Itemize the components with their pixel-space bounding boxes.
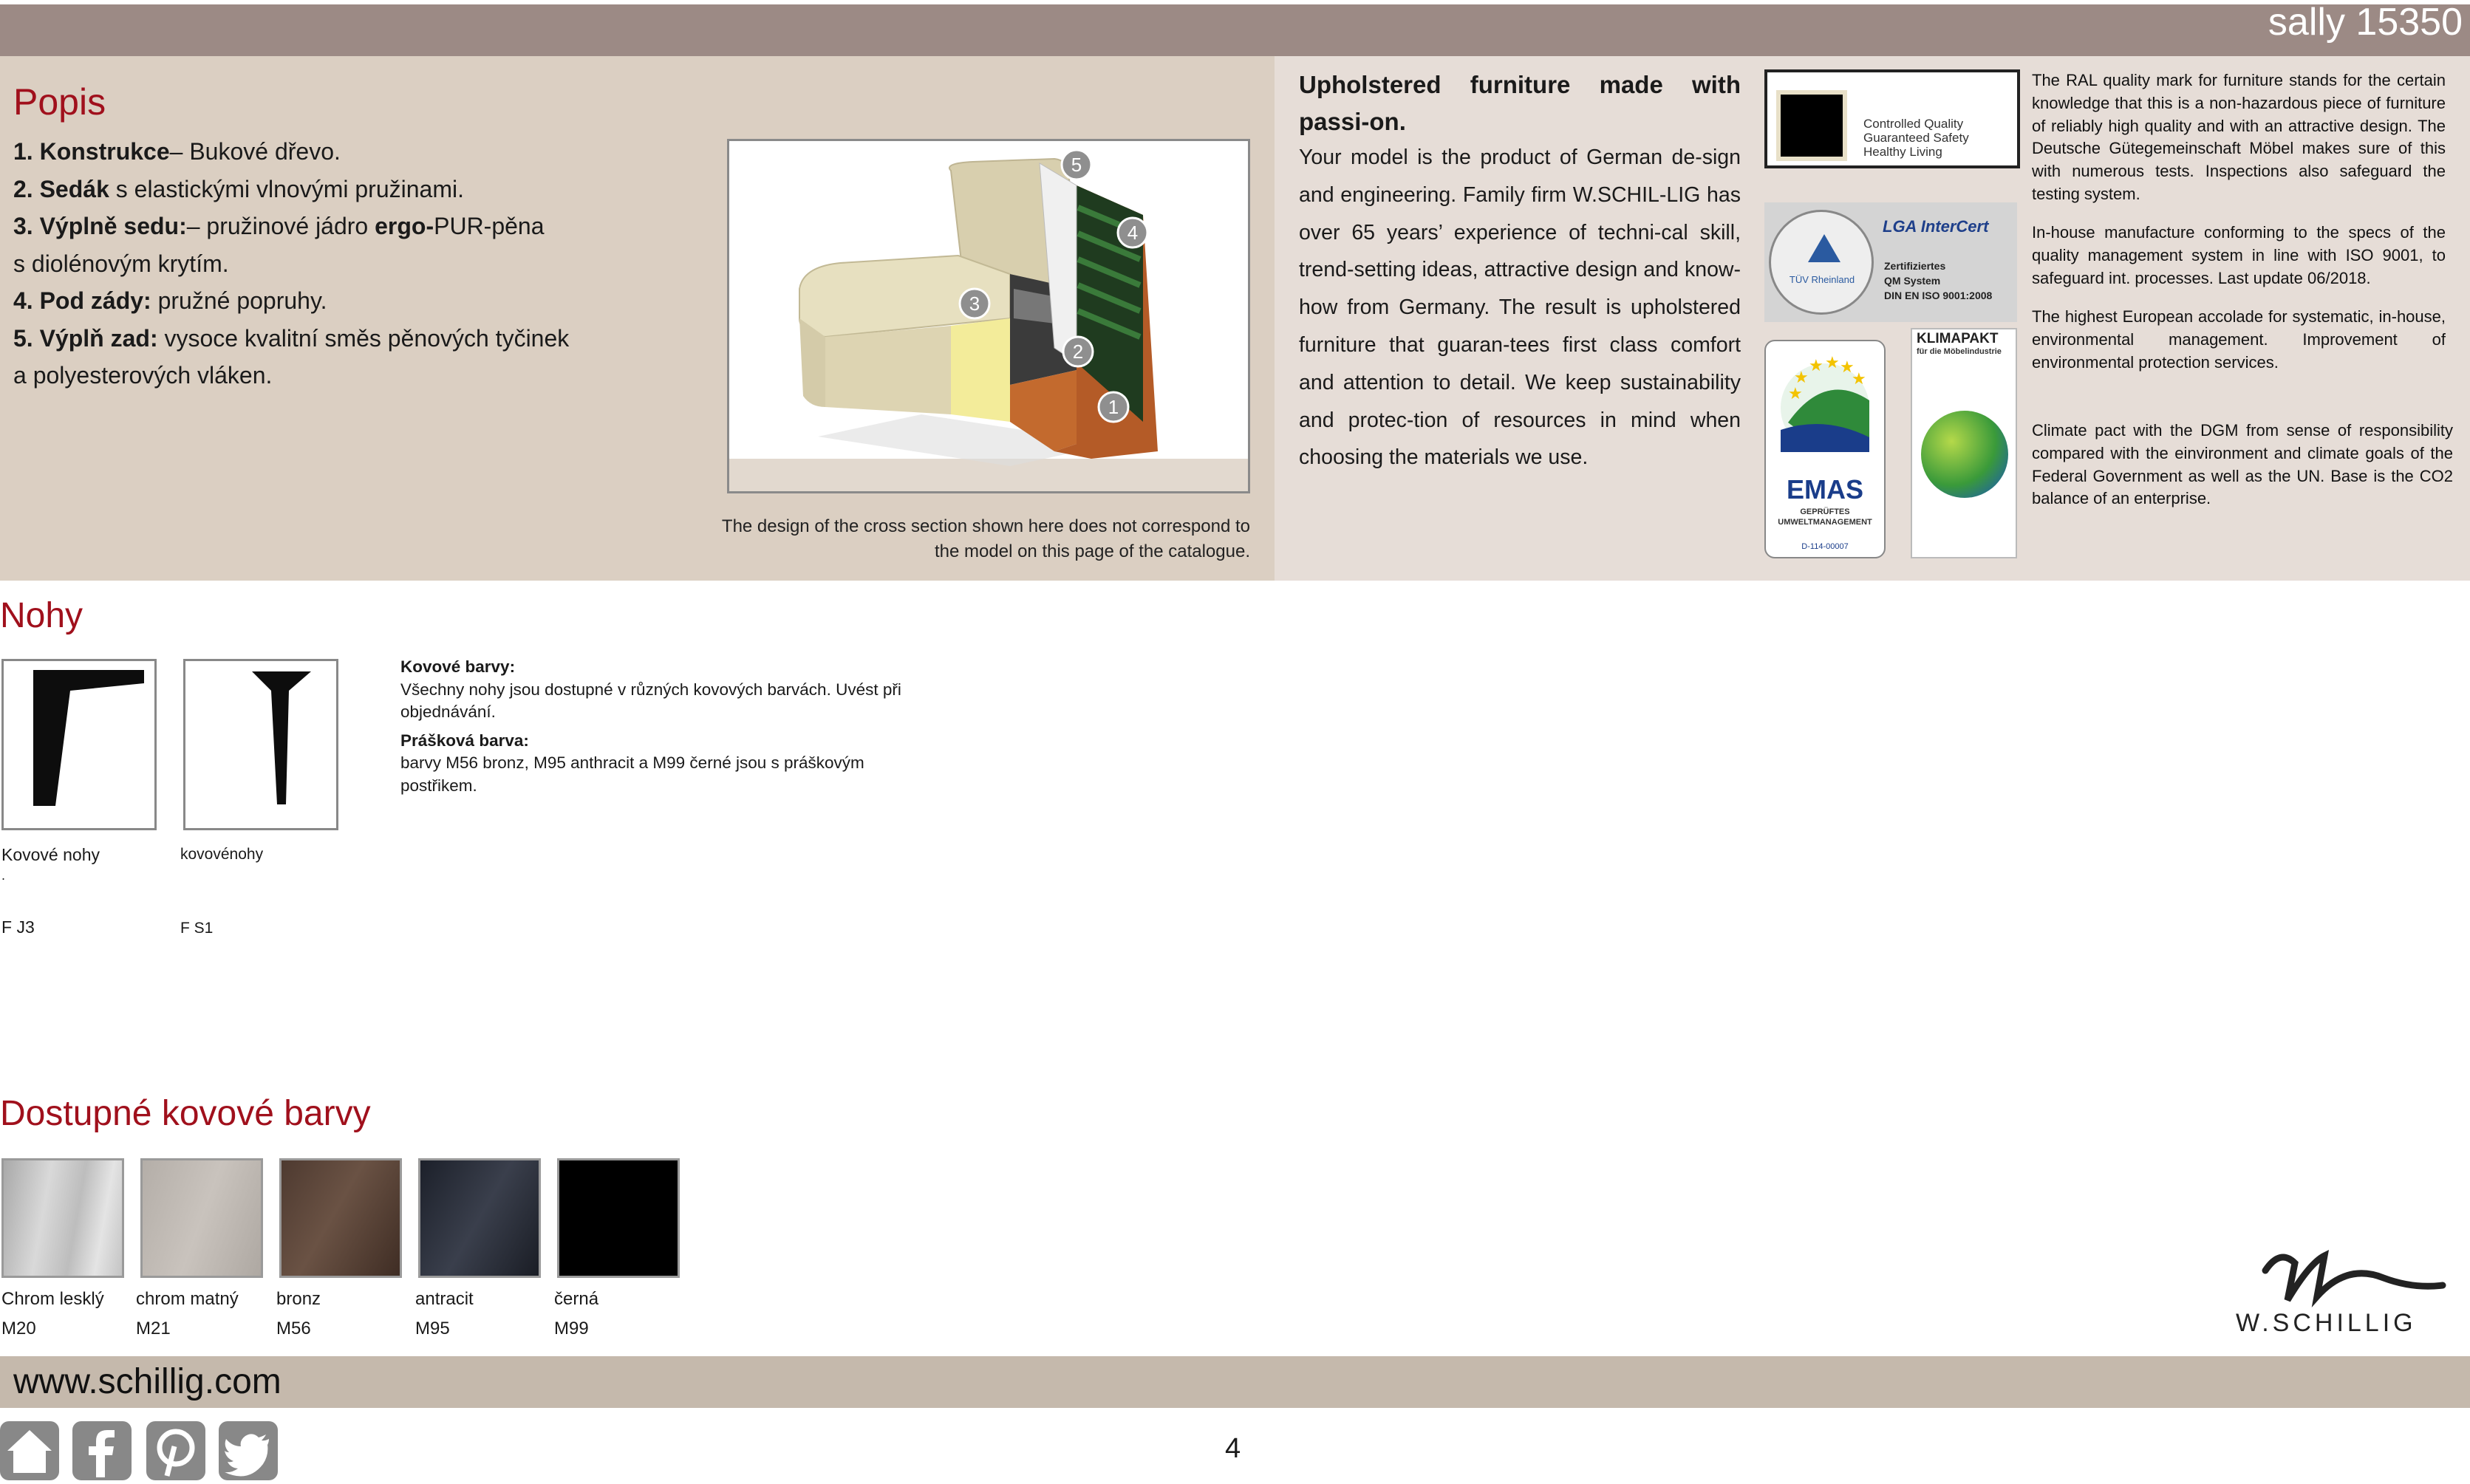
- item-text: s elastickými vlnovými pružinami.: [109, 175, 464, 202]
- color-name: černá: [554, 1289, 599, 1309]
- marker-4: 4: [1127, 222, 1139, 244]
- color-code: M95: [415, 1319, 450, 1338]
- klima-sub: für die Möbelindustrie: [1917, 347, 2002, 356]
- item-label: 5. Výplň zad:: [13, 324, 158, 352]
- ral-quality-mark: [1764, 69, 2020, 168]
- item-text: pružné popruhy.: [151, 287, 327, 314]
- pinterest-icon[interactable]: [146, 1421, 205, 1480]
- metal-text: Všechny nohy jsou dostupné v různých kovových barvách. Uvést při objednávání.: [400, 680, 901, 721]
- description-item-5: [13, 320, 663, 358]
- marker-3: 3: [969, 293, 980, 315]
- description-item-4: [13, 282, 663, 320]
- website-link[interactable]: www.schillig.com: [13, 1362, 282, 1401]
- color-name: Chrom lesklý: [1, 1289, 104, 1309]
- lga-brand: LGA InterCert: [1883, 217, 1989, 236]
- marker-1: 1: [1108, 396, 1119, 418]
- emas-title: EMAS: [1786, 474, 1863, 505]
- svg-text:★: ★: [1794, 369, 1809, 387]
- item-bold: ergo-: [375, 213, 434, 239]
- description-item-2: [13, 171, 663, 208]
- lga-line: QM System: [1884, 275, 1941, 287]
- ral-logo-icon: [1776, 90, 1847, 161]
- leg-extra: .: [1, 868, 6, 883]
- item-text: – pružinové jádro: [186, 213, 375, 239]
- description-item-3-cont: [13, 245, 663, 283]
- cert-text-ral: The RAL quality mark for furniture stands for the certain knowledge that this is a non-hazardous piece of furniture of reliably high quality and with an attractive design. The Deutsche Gütegemeinschaft Möbel makes sure of this with numerous tests. Inspections also safeguard the testing system.: [2032, 71, 2446, 203]
- klima-title: KLIMAPAKT: [1917, 331, 1999, 346]
- svg-text:★: ★: [1825, 354, 1840, 372]
- cert-text-emas: The highest European accolade for systematic, in-house, environmental management. Improvement of environmental protection services.: [2032, 307, 2446, 372]
- ral-line: Healthy Living: [1863, 145, 1942, 159]
- info-heading: Upholstered furniture made with: [1299, 71, 1741, 98]
- lga-line: DIN EN ISO 9001:2008: [1884, 290, 1993, 301]
- tuv-text: TÜV Rheinland: [1789, 274, 1855, 285]
- emas-logo-icon: [1766, 341, 1884, 467]
- item-text: s diolénovým krytím.: [13, 250, 229, 277]
- item-label: 4. Pod zády:: [13, 287, 151, 314]
- caption-line: The design of the cross section shown here does not correspond to: [721, 516, 1250, 536]
- color-code: M99: [554, 1319, 589, 1338]
- color-swatch-m95[interactable]: [418, 1158, 541, 1278]
- tuv-seal-icon: [1769, 210, 1874, 315]
- ral-line: Controlled Quality: [1863, 117, 1964, 131]
- svg-text:★: ★: [1852, 370, 1866, 389]
- svg-text:★: ★: [1788, 385, 1803, 403]
- item-text: PUR-pěna: [434, 213, 545, 239]
- leg-name: Kovové nohy: [1, 845, 100, 864]
- cross-section-image: [727, 139, 1250, 493]
- powder-text: barvy M56 bronz, M95 anthracit a M99 černé jsou s práškovým postřikem.: [400, 753, 864, 795]
- marker-5: 5: [1071, 154, 1082, 176]
- lga-intercert-certificate: [1764, 202, 2017, 322]
- home-icon[interactable]: [0, 1421, 59, 1480]
- item-label: 3. Výplně sedu:: [13, 213, 187, 239]
- marker-2: 2: [1072, 341, 1084, 363]
- header-bar: [0, 1, 2470, 56]
- emas-sub: GEPRÜFTES: [1800, 507, 1850, 516]
- emas-code: D-114-00007: [1801, 542, 1849, 551]
- color-swatch-m21[interactable]: [140, 1158, 263, 1278]
- info-body: Your model is the product of German de-sign and engineering. Family firm W.SCHIL-LIG has over 65 years’ experience of techni-cal skill, trend-setting ideas, attractive design and know-how from Germany. The result is upholstered furniture that guaran-tees first class comfort and attention to detail. We keep sustainability and protec-tion of resources in mind when choosing the materials we use.: [1299, 146, 1741, 470]
- color-code: M20: [1, 1319, 36, 1338]
- ral-line: Guaranteed Safety: [1863, 131, 1969, 145]
- page-number: 4: [1225, 1433, 1241, 1464]
- cross-section-caption: [665, 514, 1250, 564]
- svg-text:★: ★: [1840, 358, 1855, 377]
- description-title: Popis: [13, 81, 106, 123]
- svg-text:★: ★: [1809, 357, 1823, 375]
- color-name: bronz: [276, 1289, 321, 1309]
- leg-image-fj3: [1, 659, 157, 830]
- klimapakt-certificate: [1911, 328, 2017, 558]
- item-label: 2. Sedák: [13, 175, 109, 202]
- description-list: [13, 133, 663, 394]
- colors-title: Dostupné kovové barvy: [0, 1094, 371, 1133]
- brand-logo-text: W.SCHILLIG: [2236, 1309, 2417, 1337]
- klima-globe-icon: [1921, 411, 2008, 498]
- leg-image-fs1: [183, 659, 338, 830]
- info-heading-cont: passi-on.: [1299, 108, 1406, 135]
- description-item-1: [13, 133, 663, 171]
- item-label: 1. Konstrukce: [13, 138, 170, 165]
- cert-text-klima: Climate pact with the DGM from sense of responsibility compared with the einvironment and climate goals of the Federal Government as well as the UN. Base is the CO2 balance of an enterprise.: [2032, 421, 2453, 508]
- item-text: – Bukové dřevo.: [169, 138, 341, 165]
- sofa-cross-section-illustration: [729, 141, 1248, 491]
- color-name: antracit: [415, 1289, 474, 1309]
- description-item-3: [13, 208, 663, 245]
- lga-line: Zertifiziertes: [1884, 260, 1946, 272]
- leg-name: kovovénohy: [180, 846, 264, 863]
- color-swatch-m20[interactable]: [1, 1158, 124, 1278]
- emas-sub: UMWELTMANAGEMENT: [1778, 518, 1872, 527]
- cert-text-iso: In-house manufacture conforming to the specs of the quality management system in line with ISO 9001, to safeguard int. processes. Last update 06/2018.: [2032, 223, 2446, 287]
- metal-colors-info: [400, 656, 932, 797]
- leg-code: F S1: [180, 920, 214, 937]
- model-name: sally 15350: [2268, 1, 2463, 44]
- color-code: M56: [276, 1319, 311, 1338]
- legs-title: Nohy: [0, 596, 83, 635]
- leg-fs1-icon: [185, 661, 336, 828]
- leg-code: F J3: [1, 917, 35, 937]
- metal-heading: Kovové barvy:: [400, 657, 516, 676]
- color-swatch-m99[interactable]: [557, 1158, 680, 1278]
- color-swatch-m56[interactable]: [279, 1158, 402, 1278]
- facebook-icon[interactable]: [72, 1421, 132, 1480]
- color-name: chrom matný: [136, 1289, 239, 1309]
- color-code: M21: [136, 1319, 171, 1338]
- description-item-5-cont: [13, 357, 663, 394]
- item-text: a polyesterových vláken.: [13, 362, 273, 389]
- caption-line: the model on this page of the catalogue.: [935, 541, 1250, 561]
- emas-certificate: [1764, 340, 1886, 558]
- item-text: vysoce kvalitní směs pěnových tyčinek: [157, 324, 570, 352]
- powder-heading: Prášková barva:: [400, 731, 529, 750]
- footer-bar: [0, 1356, 2470, 1408]
- twitter-icon[interactable]: [219, 1421, 278, 1480]
- leg-fj3-icon: [4, 661, 154, 828]
